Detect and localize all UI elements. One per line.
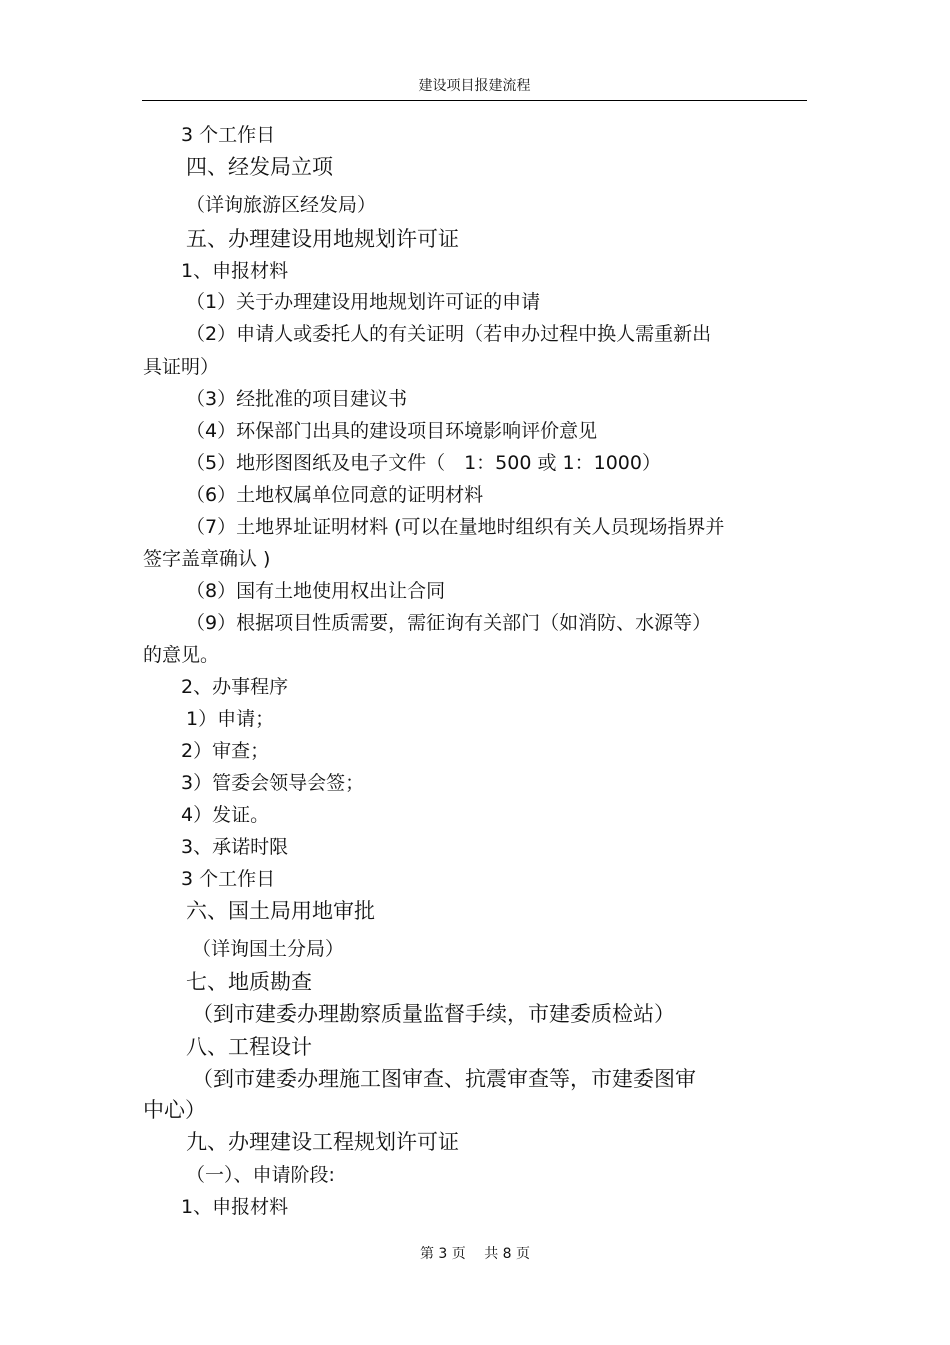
section-heading: 五、办理建设用地规划许可证 (186, 227, 459, 251)
subheading: 1、申报材料 (181, 1196, 289, 1218)
running-header: 建设项目报建流程 (418, 78, 531, 94)
list-item: 3）管委会领导会签； (181, 772, 365, 794)
list-item: （5）地形图图纸及电子文件（ 1：500 或 1：1000） (186, 452, 661, 474)
list-item-continuation: 的意见。 (143, 644, 220, 666)
section-heading: 八、工程设计 (186, 1035, 312, 1059)
list-item: （7）土地界址证明材料 (可以在量地时组织有关人员现场指界并 (186, 516, 725, 538)
list-item: （4）环保部门出具的建设项目环境影响评价意见 (186, 420, 598, 442)
body-line: 3 个工作日 (181, 868, 276, 890)
body-line: 3 个工作日 (181, 124, 276, 146)
list-item: （1）关于办理建设用地规划许可证的申请 (186, 291, 541, 313)
body-line: （详询国土分局） (192, 938, 345, 960)
section-heading: 九、办理建设工程规划许可证 (186, 1130, 459, 1154)
list-item: （9）根据项目性质需要，需征询有关部门（如消防、水源等） (186, 612, 712, 634)
section-heading: 六、国土局用地审批 (186, 899, 375, 923)
list-item-continuation: 签字盖章确认 ) (143, 548, 271, 570)
list-item: （2）申请人或委托人的有关证明（若申办过程中换人需重新出 (186, 323, 712, 345)
page-footer: 第 3 页 共 8 页 (419, 1246, 531, 1262)
subheading: （一）、申请阶段: (186, 1164, 335, 1186)
body-line: （到市建委办理勘察质量监督手续，市建委质检站） (192, 1002, 675, 1026)
list-item: 4）发证。 (181, 804, 270, 826)
section-heading: 七、地质勘查 (186, 970, 312, 994)
list-item: 1）申请； (186, 708, 275, 730)
section-heading: 四、经发局立项 (186, 155, 333, 179)
list-item: （6）土地权属单位同意的证明材料 (186, 484, 484, 506)
list-item: 2）审查； (181, 740, 270, 762)
body-line: （到市建委办理施工图审查、抗震审查等，市建委图审 (192, 1067, 696, 1091)
list-item-continuation: 具证明） (143, 356, 220, 378)
body-line-continuation: 中心） (143, 1098, 206, 1122)
subheading: 1、申报材料 (181, 260, 289, 282)
list-item: （3）经批准的项目建议书 (186, 388, 408, 410)
subheading: 3、承诺时限 (181, 836, 289, 858)
list-item: （8）国有土地使用权出让合同 (186, 580, 446, 602)
subheading: 2、办事程序 (181, 676, 289, 698)
header-rule (142, 100, 807, 101)
body-line: （详询旅游区经发局） (186, 194, 377, 216)
